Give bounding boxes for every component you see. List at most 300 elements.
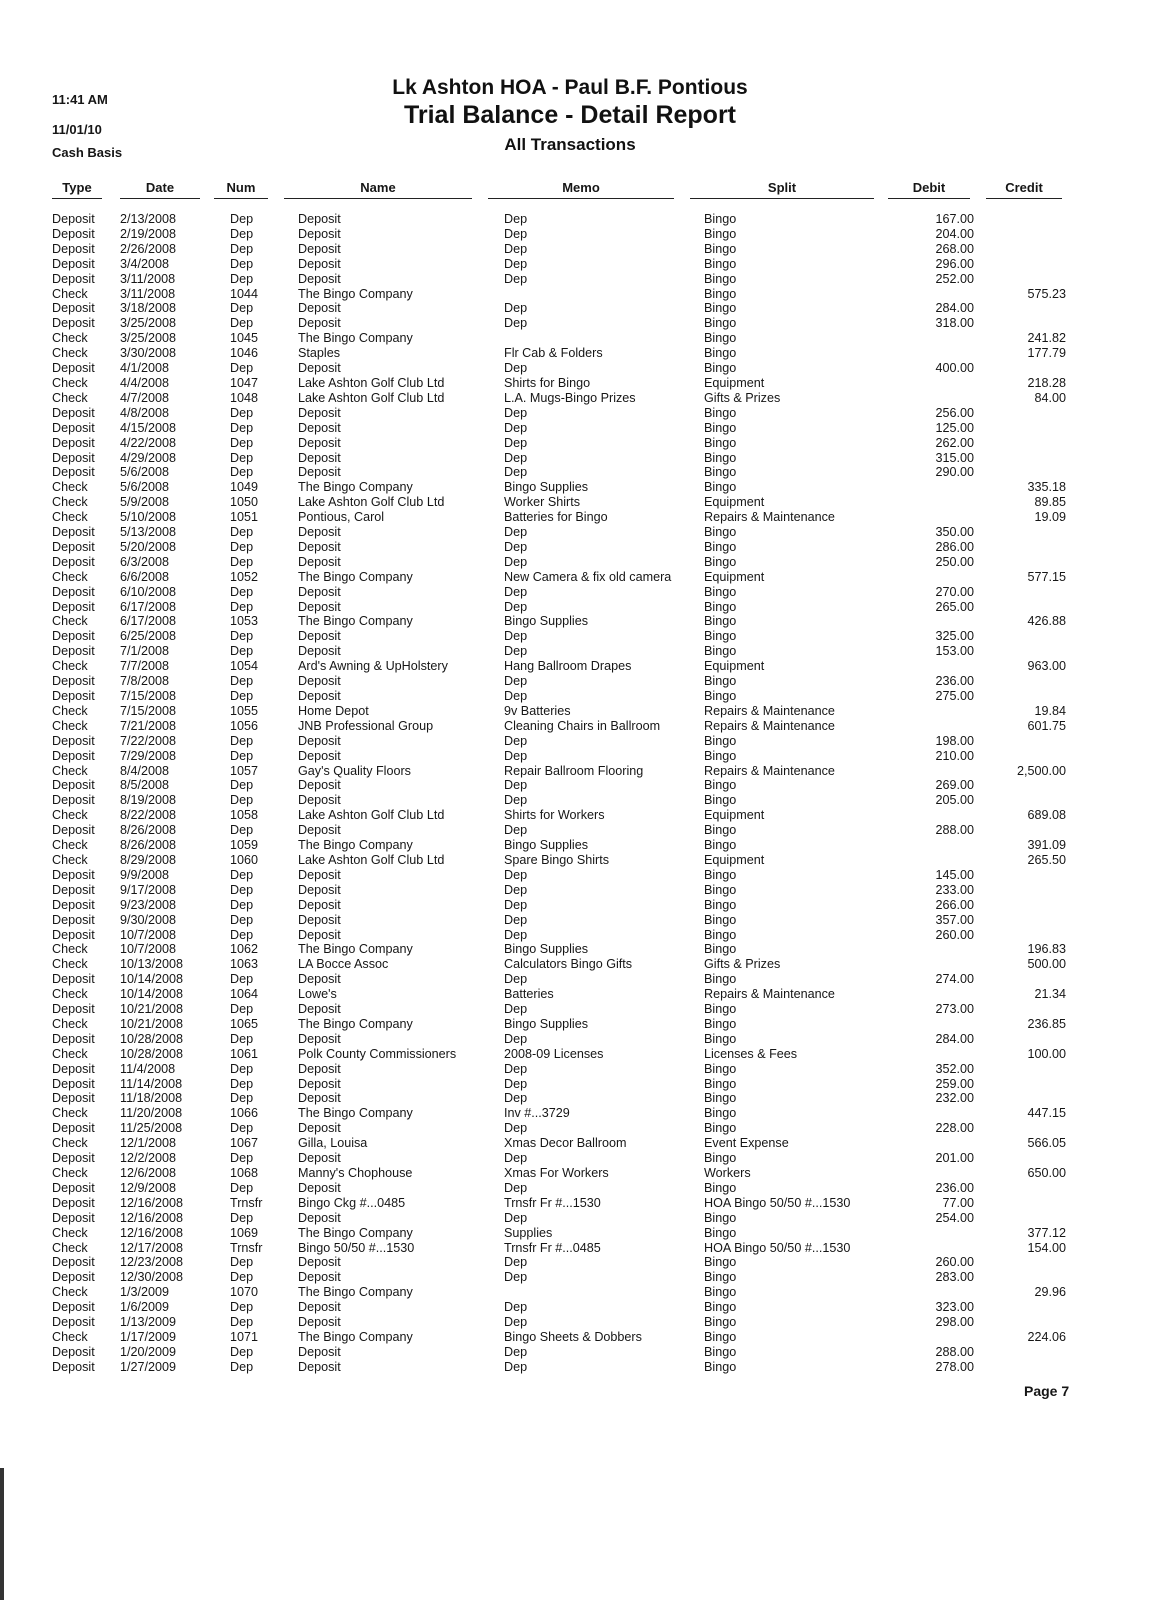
debit-cell [876, 957, 974, 972]
debit-cell: 290.00 [935, 465, 974, 480]
split-cell: Bingo [704, 867, 737, 882]
transactions-table [52, 212, 1066, 1375]
credit-cell [974, 361, 1066, 376]
table-row [52, 480, 1066, 495]
num-cell: Dep [230, 584, 254, 599]
split-cell: Licenses & Fees [704, 1046, 798, 1061]
table-row [52, 406, 1066, 421]
num-cell: Dep [230, 256, 254, 271]
type-cell: Deposit [52, 1151, 95, 1166]
num-cell: Dep [230, 1210, 254, 1225]
table-row [52, 376, 1066, 391]
memo-cell: Dep [504, 241, 528, 256]
table-row [52, 674, 1066, 689]
split-cell: Bingo [704, 927, 737, 942]
debit-cell [876, 1226, 974, 1241]
name-cell: Bingo 50/50 #...1530 [298, 1240, 415, 1255]
table-row [52, 1300, 1066, 1315]
credit-cell [974, 1270, 1066, 1285]
table-row [52, 629, 1066, 644]
type-cell: Deposit [52, 912, 95, 927]
split-cell: Bingo [704, 465, 737, 480]
name-cell: Deposit [298, 256, 341, 271]
date-cell: 4/15/2008 [120, 420, 177, 435]
table-row [52, 585, 1066, 600]
debit-cell: 266.00 [935, 897, 974, 912]
name-cell: LA Bocce Assoc [298, 957, 389, 972]
type-cell: Check [52, 1136, 88, 1151]
memo-cell: Dep [504, 1076, 528, 1091]
type-cell: Deposit [52, 316, 95, 331]
table-row [52, 644, 1066, 659]
debit-cell: 260.00 [935, 1255, 974, 1270]
debit-cell: 256.00 [935, 405, 974, 420]
type-cell: Deposit [52, 1344, 95, 1359]
debit-cell [876, 659, 974, 674]
split-cell: Bingo [704, 256, 737, 271]
debit-cell: 269.00 [935, 778, 974, 793]
type-cell: Deposit [52, 629, 95, 644]
memo-cell: Worker Shirts [504, 495, 581, 510]
date-cell: 10/7/2008 [120, 927, 177, 942]
type-cell: Check [52, 1106, 88, 1121]
split-cell: Gifts & Prizes [704, 957, 781, 972]
debit-cell: 228.00 [935, 1121, 974, 1136]
memo-cell: Trnsfr Fr #...0485 [504, 1240, 601, 1255]
debit-cell: 125.00 [935, 420, 974, 435]
debit-cell [876, 1166, 974, 1181]
split-cell: Bingo [704, 748, 737, 763]
name-cell: Deposit [298, 972, 341, 987]
memo-cell: Calculators Bingo Gifts [504, 957, 633, 972]
debit-cell: 318.00 [935, 316, 974, 331]
table-row [52, 838, 1066, 853]
credit-cell [974, 928, 1066, 943]
num-cell: Dep [230, 1031, 254, 1046]
credit-cell [974, 257, 1066, 272]
credit-cell: 154.00 [1027, 1240, 1066, 1255]
type-cell: Deposit [52, 212, 95, 226]
debit-cell [876, 376, 974, 391]
num-cell: Dep [230, 271, 254, 286]
type-cell: Deposit [52, 226, 95, 241]
col-header-num: Num [214, 180, 268, 199]
debit-cell [876, 1285, 974, 1300]
date-cell: 10/7/2008 [120, 942, 177, 957]
table-row [52, 1315, 1066, 1330]
name-cell: The Bingo Company [298, 480, 413, 495]
name-cell: Manny's Chophouse [298, 1166, 413, 1180]
memo-cell: Dep [504, 1031, 528, 1046]
name-cell: Deposit [298, 405, 341, 420]
split-cell: Bingo [704, 241, 737, 256]
table-row [52, 421, 1066, 436]
table-row [52, 853, 1066, 868]
type-cell: Deposit [52, 972, 95, 987]
table-row [52, 1360, 1066, 1375]
type-cell: Deposit [52, 1076, 95, 1091]
num-cell: 1051 [230, 510, 259, 525]
debit-cell: 265.00 [935, 599, 974, 614]
memo-cell: Dep [504, 584, 528, 599]
credit-cell [974, 242, 1066, 257]
memo-cell: Dep [504, 435, 528, 450]
memo-cell: Shirts for Workers [504, 808, 605, 823]
num-cell: Dep [230, 1300, 254, 1315]
table-row [52, 883, 1066, 898]
num-cell: 1069 [230, 1225, 259, 1240]
name-cell: Deposit [298, 823, 341, 838]
date-cell: 7/15/2008 [120, 703, 177, 718]
credit-cell: 236.85 [1027, 1016, 1066, 1031]
memo-cell: Dep [504, 212, 528, 226]
split-cell: Equipment [704, 808, 765, 823]
table-row [52, 898, 1066, 913]
memo-cell: Supplies [504, 1225, 553, 1240]
type-cell: Deposit [52, 867, 95, 882]
name-cell: Deposit [298, 539, 341, 554]
name-cell: Deposit [298, 1180, 341, 1195]
table-row [52, 1002, 1066, 1017]
type-cell: Deposit [52, 599, 95, 614]
split-cell: Bingo [704, 539, 737, 554]
table-row [52, 928, 1066, 943]
split-cell: Bingo [704, 226, 737, 241]
type-cell: Deposit [52, 271, 95, 286]
debit-cell: 278.00 [935, 1359, 974, 1374]
credit-cell: 241.82 [1027, 331, 1066, 346]
num-cell: 1065 [230, 1016, 259, 1031]
debit-cell: 77.00 [942, 1195, 974, 1210]
table-row [52, 1241, 1066, 1256]
name-cell: Deposit [298, 465, 341, 480]
type-cell: Check [52, 569, 88, 584]
memo-cell: Batteries [504, 987, 554, 1002]
credit-cell [974, 629, 1066, 644]
transactions-body [52, 212, 1066, 1375]
date-cell: 7/21/2008 [120, 718, 177, 733]
report-subtitle: All Transactions [504, 135, 636, 154]
date-cell: 11/25/2008 [120, 1121, 183, 1136]
memo-cell: Dep [504, 271, 528, 286]
type-cell: Check [52, 1329, 88, 1344]
split-cell: Gifts & Prizes [704, 390, 781, 405]
memo-cell: Dep [504, 748, 528, 763]
split-cell: Equipment [704, 495, 765, 510]
debit-cell: 201.00 [935, 1151, 974, 1166]
type-cell: Check [52, 1016, 88, 1031]
num-cell: 1053 [230, 614, 259, 629]
credit-cell: 566.05 [1027, 1136, 1066, 1151]
date-cell: 9/30/2008 [120, 912, 177, 927]
type-cell: Deposit [52, 1270, 95, 1285]
memo-cell: 9v Batteries [504, 703, 571, 718]
credit-cell [974, 1091, 1066, 1106]
type-cell: Check [52, 614, 88, 629]
memo-cell: Dep [504, 972, 528, 987]
debit-cell: 296.00 [935, 256, 974, 271]
name-cell: Deposit [298, 1091, 341, 1106]
memo-cell: Dep [504, 674, 528, 689]
num-cell: Dep [230, 972, 254, 987]
split-cell: Repairs & Maintenance [704, 703, 835, 718]
split-cell: Bingo [704, 778, 737, 793]
name-cell: Deposit [298, 897, 341, 912]
num-cell: Dep [230, 793, 254, 808]
date-cell: 12/23/2008 [120, 1255, 184, 1270]
table-row [52, 1032, 1066, 1047]
debit-cell: 270.00 [935, 584, 974, 599]
table-row [52, 793, 1066, 808]
debit-cell: 350.00 [935, 525, 974, 540]
table-row [52, 719, 1066, 734]
table-row [52, 614, 1066, 629]
name-cell: Deposit [298, 793, 341, 808]
memo-cell: Dep [504, 867, 528, 882]
date-cell: 4/1/2008 [120, 361, 170, 376]
type-cell: Deposit [52, 256, 95, 271]
date-cell: 10/21/2008 [120, 1016, 184, 1031]
split-cell: Bingo [704, 1121, 737, 1136]
credit-cell: 177.79 [1027, 346, 1066, 361]
name-cell: The Bingo Company [298, 286, 413, 301]
debit-cell: 325.00 [935, 629, 974, 644]
memo-cell: Shirts for Bingo [504, 375, 591, 390]
memo-cell [504, 287, 704, 302]
num-cell: Dep [230, 629, 254, 644]
split-cell: Equipment [704, 375, 765, 390]
date-cell: 12/6/2008 [120, 1166, 177, 1180]
name-cell: The Bingo Company [298, 1106, 413, 1121]
num-cell: 1047 [230, 375, 259, 390]
num-cell: Dep [230, 1076, 254, 1091]
name-cell: Deposit [298, 241, 341, 256]
memo-cell: Dep [504, 226, 528, 241]
type-cell: Deposit [52, 450, 95, 465]
date-cell: 12/16/2008 [120, 1195, 184, 1210]
type-cell: Check [52, 808, 88, 823]
credit-cell: 84.00 [1034, 390, 1066, 405]
name-cell: The Bingo Company [298, 1329, 413, 1344]
credit-cell [974, 1181, 1066, 1196]
name-cell: Lake Ashton Golf Club Ltd [298, 390, 445, 405]
table-row [52, 808, 1066, 823]
memo-cell: Dep [504, 644, 528, 659]
num-cell: Dep [230, 1180, 254, 1195]
debit-cell [876, 719, 974, 734]
split-cell: Bingo [704, 420, 737, 435]
memo-cell: Dep [504, 1180, 528, 1195]
name-cell: Deposit [298, 927, 341, 942]
split-cell: HOA Bingo 50/50 #...1530 [704, 1240, 851, 1255]
table-row [52, 972, 1066, 987]
type-cell: Deposit [52, 1300, 95, 1315]
credit-cell: 100.00 [1027, 1046, 1066, 1061]
credit-cell [974, 272, 1066, 287]
credit-cell: 963.00 [1027, 659, 1066, 674]
debit-cell [876, 480, 974, 495]
memo-cell: Dep [504, 465, 528, 480]
debit-cell: 357.00 [935, 912, 974, 927]
name-cell: Gay's Quality Floors [298, 763, 411, 778]
memo-cell: Dep [504, 1255, 528, 1270]
num-cell: 1055 [230, 703, 259, 718]
table-row [52, 1091, 1066, 1106]
num-cell: Dep [230, 1002, 254, 1017]
date-cell: 12/16/2008 [120, 1210, 184, 1225]
credit-cell [974, 823, 1066, 838]
name-cell: Ard's Awning & UpHolstery [298, 659, 448, 674]
col-header-memo: Memo [488, 180, 674, 199]
name-cell: Deposit [298, 212, 341, 226]
debit-cell [876, 1136, 974, 1151]
num-cell: 1067 [230, 1136, 259, 1151]
debit-cell [876, 853, 974, 868]
type-cell: Check [52, 1225, 88, 1240]
debit-cell [876, 510, 974, 525]
split-cell: Bingo [704, 882, 737, 897]
type-cell: Deposit [52, 1121, 95, 1136]
table-row [52, 570, 1066, 585]
debit-cell [876, 942, 974, 957]
table-row [52, 1211, 1066, 1226]
date-cell: 12/9/2008 [120, 1180, 177, 1195]
split-cell: Bingo [704, 1091, 737, 1106]
split-cell: Bingo [704, 823, 737, 838]
split-cell: Bingo [704, 525, 737, 540]
num-cell: Dep [230, 1315, 254, 1330]
split-cell: Bingo [704, 897, 737, 912]
name-cell: Deposit [298, 1255, 341, 1270]
debit-cell: 153.00 [935, 644, 974, 659]
split-cell: Bingo [704, 972, 737, 987]
debit-cell [876, 1330, 974, 1345]
col-header-type: Type [52, 180, 102, 199]
memo-cell: Dep [504, 1344, 528, 1359]
col-header-name: Name [284, 180, 472, 199]
split-cell: Bingo [704, 689, 737, 703]
num-cell: Dep [230, 778, 254, 793]
type-cell: Check [52, 331, 88, 346]
split-cell: Bingo [704, 405, 737, 420]
date-cell: 10/28/2008 [120, 1046, 184, 1061]
credit-cell: 650.00 [1027, 1166, 1066, 1180]
memo-cell: New Camera & fix old camera [504, 569, 672, 584]
debit-cell: 232.00 [935, 1091, 974, 1106]
credit-cell: 29.96 [1034, 1285, 1066, 1300]
split-cell: Bingo [704, 286, 737, 301]
credit-cell [974, 898, 1066, 913]
date-cell: 4/7/2008 [120, 390, 170, 405]
table-row [52, 331, 1066, 346]
memo-cell: Dep [504, 927, 528, 942]
table-row [52, 287, 1066, 302]
type-cell: Check [52, 1285, 88, 1300]
table-row [52, 346, 1066, 361]
credit-cell [974, 1300, 1066, 1315]
debit-cell [876, 1047, 974, 1062]
date-cell: 12/16/2008 [120, 1225, 184, 1240]
date-cell: 10/14/2008 [120, 987, 184, 1002]
type-cell: Deposit [52, 465, 95, 480]
memo-cell: Dep [504, 256, 528, 271]
type-cell: Check [52, 942, 88, 957]
date-cell: 2/13/2008 [120, 212, 177, 226]
split-cell: Bingo [704, 554, 737, 569]
memo-cell: Inv #...3729 [504, 1106, 570, 1121]
debit-cell [876, 495, 974, 510]
credit-cell [974, 883, 1066, 898]
debit-cell: 145.00 [935, 867, 974, 882]
memo-cell: Bingo Supplies [504, 838, 589, 853]
split-cell: Bingo [704, 1002, 737, 1017]
name-cell: The Bingo Company [298, 569, 413, 584]
credit-cell [974, 913, 1066, 928]
date-cell: 11/20/2008 [120, 1106, 183, 1121]
name-cell: Deposit [298, 1061, 341, 1076]
debit-cell: 288.00 [935, 1344, 974, 1359]
debit-cell [876, 838, 974, 853]
num-cell: 1056 [230, 718, 259, 733]
split-cell: Bingo [704, 942, 737, 957]
table-row [52, 1255, 1066, 1270]
date-cell: 7/8/2008 [120, 674, 170, 689]
debit-cell: 254.00 [935, 1210, 974, 1225]
debit-cell [876, 331, 974, 346]
name-cell: Deposit [298, 1344, 341, 1359]
debit-cell [876, 808, 974, 823]
date-cell: 7/29/2008 [120, 748, 177, 763]
debit-cell [876, 346, 974, 361]
credit-cell [974, 540, 1066, 555]
table-row [52, 1062, 1066, 1077]
credit-cell [974, 1032, 1066, 1047]
type-cell: Deposit [52, 525, 95, 540]
name-cell: Deposit [298, 689, 341, 703]
date-cell: 3/18/2008 [120, 301, 177, 316]
table-row [52, 1196, 1066, 1211]
credit-cell [974, 644, 1066, 659]
memo-cell: Dep [504, 689, 528, 703]
type-cell: Check [52, 659, 88, 674]
table-row [52, 764, 1066, 779]
type-cell: Check [52, 1166, 88, 1180]
table-row [52, 1345, 1066, 1360]
split-cell: Bingo [704, 331, 737, 346]
name-cell: The Bingo Company [298, 942, 413, 957]
date-cell: 3/11/2008 [120, 286, 176, 301]
name-cell: Deposit [298, 1210, 341, 1225]
debit-cell: 284.00 [935, 1031, 974, 1046]
memo-cell: Dep [504, 629, 528, 644]
name-cell: Staples [298, 346, 341, 361]
credit-cell: 265.50 [1027, 852, 1066, 867]
date-cell: 10/21/2008 [120, 1002, 184, 1017]
memo-cell: Dep [504, 778, 528, 793]
date-cell: 9/17/2008 [120, 882, 177, 897]
credit-cell: 577.15 [1027, 569, 1066, 584]
date-cell: 7/22/2008 [120, 733, 177, 748]
table-row [52, 1330, 1066, 1345]
name-cell: Deposit [298, 1300, 341, 1315]
type-cell: Deposit [52, 1031, 95, 1046]
name-cell: Deposit [298, 435, 341, 450]
table-row [52, 1181, 1066, 1196]
date-cell: 9/9/2008 [120, 867, 170, 882]
memo-cell: Dep [504, 793, 528, 808]
type-cell: Deposit [52, 793, 95, 808]
debit-cell: 236.00 [935, 1180, 974, 1195]
